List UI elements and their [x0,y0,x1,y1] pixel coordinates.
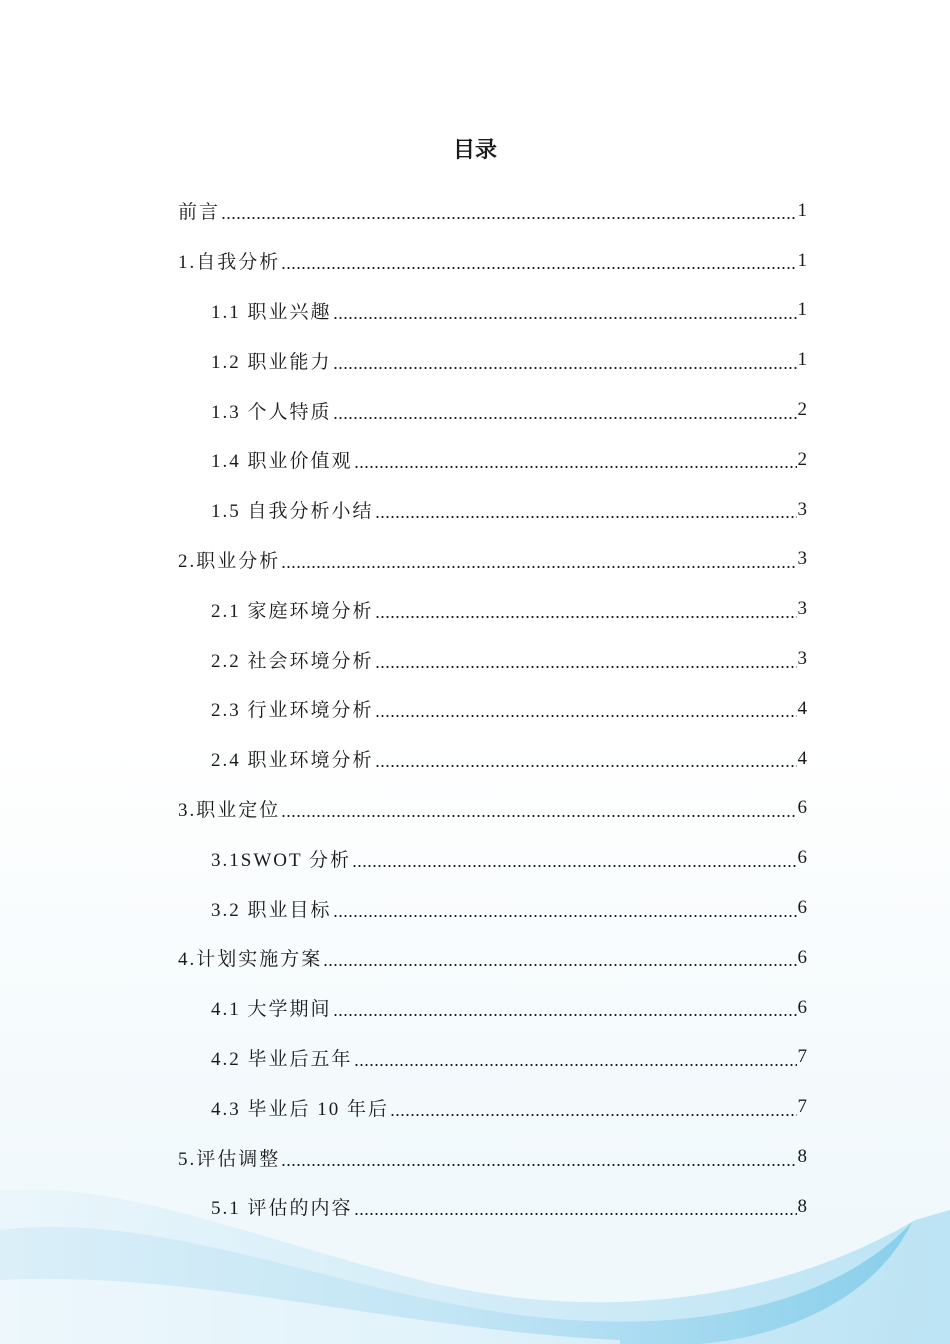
toc-entry-page-number: 7 [797,1096,807,1118]
toc-entry-page-number: 6 [797,996,807,1018]
toc-entry-page-number: 2 [797,448,807,470]
toc-entry[interactable] [178,734,807,784]
dot-leader [333,301,797,320]
toc-entry[interactable] [178,1132,807,1182]
toc-entry[interactable] [178,883,807,933]
toc-entry-label: 前言 [178,202,221,224]
toc-entry-label: 3.职业定位 [178,799,281,821]
toc-entry[interactable] [178,634,807,684]
toc-title: 目录 [452,138,497,163]
toc-entry-page-number: 1 [797,349,807,371]
dot-leader [375,699,797,718]
toc-entry-label: 2.1 家庭环境分析 [211,600,374,622]
dot-leader [221,201,796,220]
dot-leader [281,251,796,270]
toc-entry-page-number: 1 [797,199,807,221]
toc-entry[interactable] [178,1082,807,1132]
toc-entry[interactable] [178,983,807,1033]
dot-leader [375,600,797,619]
toc-entry[interactable] [178,584,807,634]
toc-entry[interactable] [178,684,807,734]
toc-entry-page-number: 6 [797,847,807,869]
toc-entry[interactable] [178,1182,807,1232]
toc-entry-page-number: 4 [797,697,807,719]
toc-entry-page-number: 6 [797,946,807,968]
toc-entry[interactable] [178,833,807,883]
toc-entry[interactable] [178,385,807,435]
toc-entry-label: 2.职业分析 [178,550,281,572]
toc-entry-label: 1.3 个人特质 [211,401,332,423]
toc-entry-label: 4.1 大学期间 [211,999,332,1021]
toc-entry[interactable] [178,335,807,385]
toc-entry-label: 5.评估调整 [178,1148,281,1170]
toc-entry-page-number: 8 [797,1146,807,1168]
toc-entry-label: 2.2 社会环境分析 [211,650,374,672]
toc-entry[interactable] [178,236,807,286]
dot-leader [390,1098,796,1117]
dot-leader [333,998,797,1017]
toc-entry[interactable] [178,485,807,535]
dot-leader [281,1148,796,1167]
dot-leader [281,799,796,818]
toc-entry-page-number: 3 [797,548,807,570]
toc-entry-label: 3.2 职业目标 [211,899,332,921]
toc-entry-label: 1.2 职业能力 [211,351,332,373]
dot-leader [323,948,796,967]
toc-entry-label: 4.计划实施方案 [178,949,323,971]
dot-leader [375,749,797,768]
toc-entry-page-number: 3 [797,648,807,670]
toc-entry[interactable] [178,933,807,983]
toc-entry-label: 1.自我分析 [178,252,281,274]
dot-leader [281,550,796,569]
toc-entry-label: 4.3 毕业后 10 年后 [211,1098,390,1120]
toc-entry-label: 5.1 评估的内容 [211,1198,353,1220]
toc-entry-page-number: 6 [797,897,807,919]
dot-leader [375,500,797,519]
toc-entry-page-number: 7 [797,1046,807,1068]
toc-entry[interactable] [178,784,807,834]
toc-entry-page-number: 3 [797,598,807,620]
toc-entry[interactable] [178,1033,807,1083]
toc-entry-label: 2.3 行业环境分析 [211,700,374,722]
dot-leader [352,849,797,868]
toc-entry-page-number: 4 [797,747,807,769]
toc-entry[interactable] [178,286,807,336]
toc-entry-page-number: 1 [797,299,807,321]
toc-entry[interactable] [178,186,807,236]
toc-entry-label: 1.5 自我分析小结 [211,501,374,523]
toc-list [178,186,807,1232]
toc-entry-page-number: 8 [797,1195,807,1217]
toc-entry-page-number: 2 [797,399,807,421]
toc-entry[interactable] [178,535,807,585]
dot-leader [333,401,797,420]
dot-leader [354,450,797,469]
toc-entry-page-number: 3 [797,498,807,520]
toc-entry-label: 1.4 职业价值观 [211,451,353,473]
dot-leader [354,1197,797,1216]
dot-leader [333,899,797,918]
toc-entry[interactable] [178,435,807,485]
toc-entry-page-number: 1 [797,249,807,271]
dot-leader [354,1048,797,1067]
toc-entry-label: 2.4 职业环境分析 [211,750,374,772]
toc-entry-page-number: 6 [797,797,807,819]
dot-leader [375,650,797,669]
dot-leader [333,351,797,370]
toc-entry-label: 4.2 毕业后五年 [211,1048,353,1070]
toc-entry-label: 3.1SWOT 分析 [211,849,351,871]
toc-entry-label: 1.1 职业兴趣 [211,301,332,323]
